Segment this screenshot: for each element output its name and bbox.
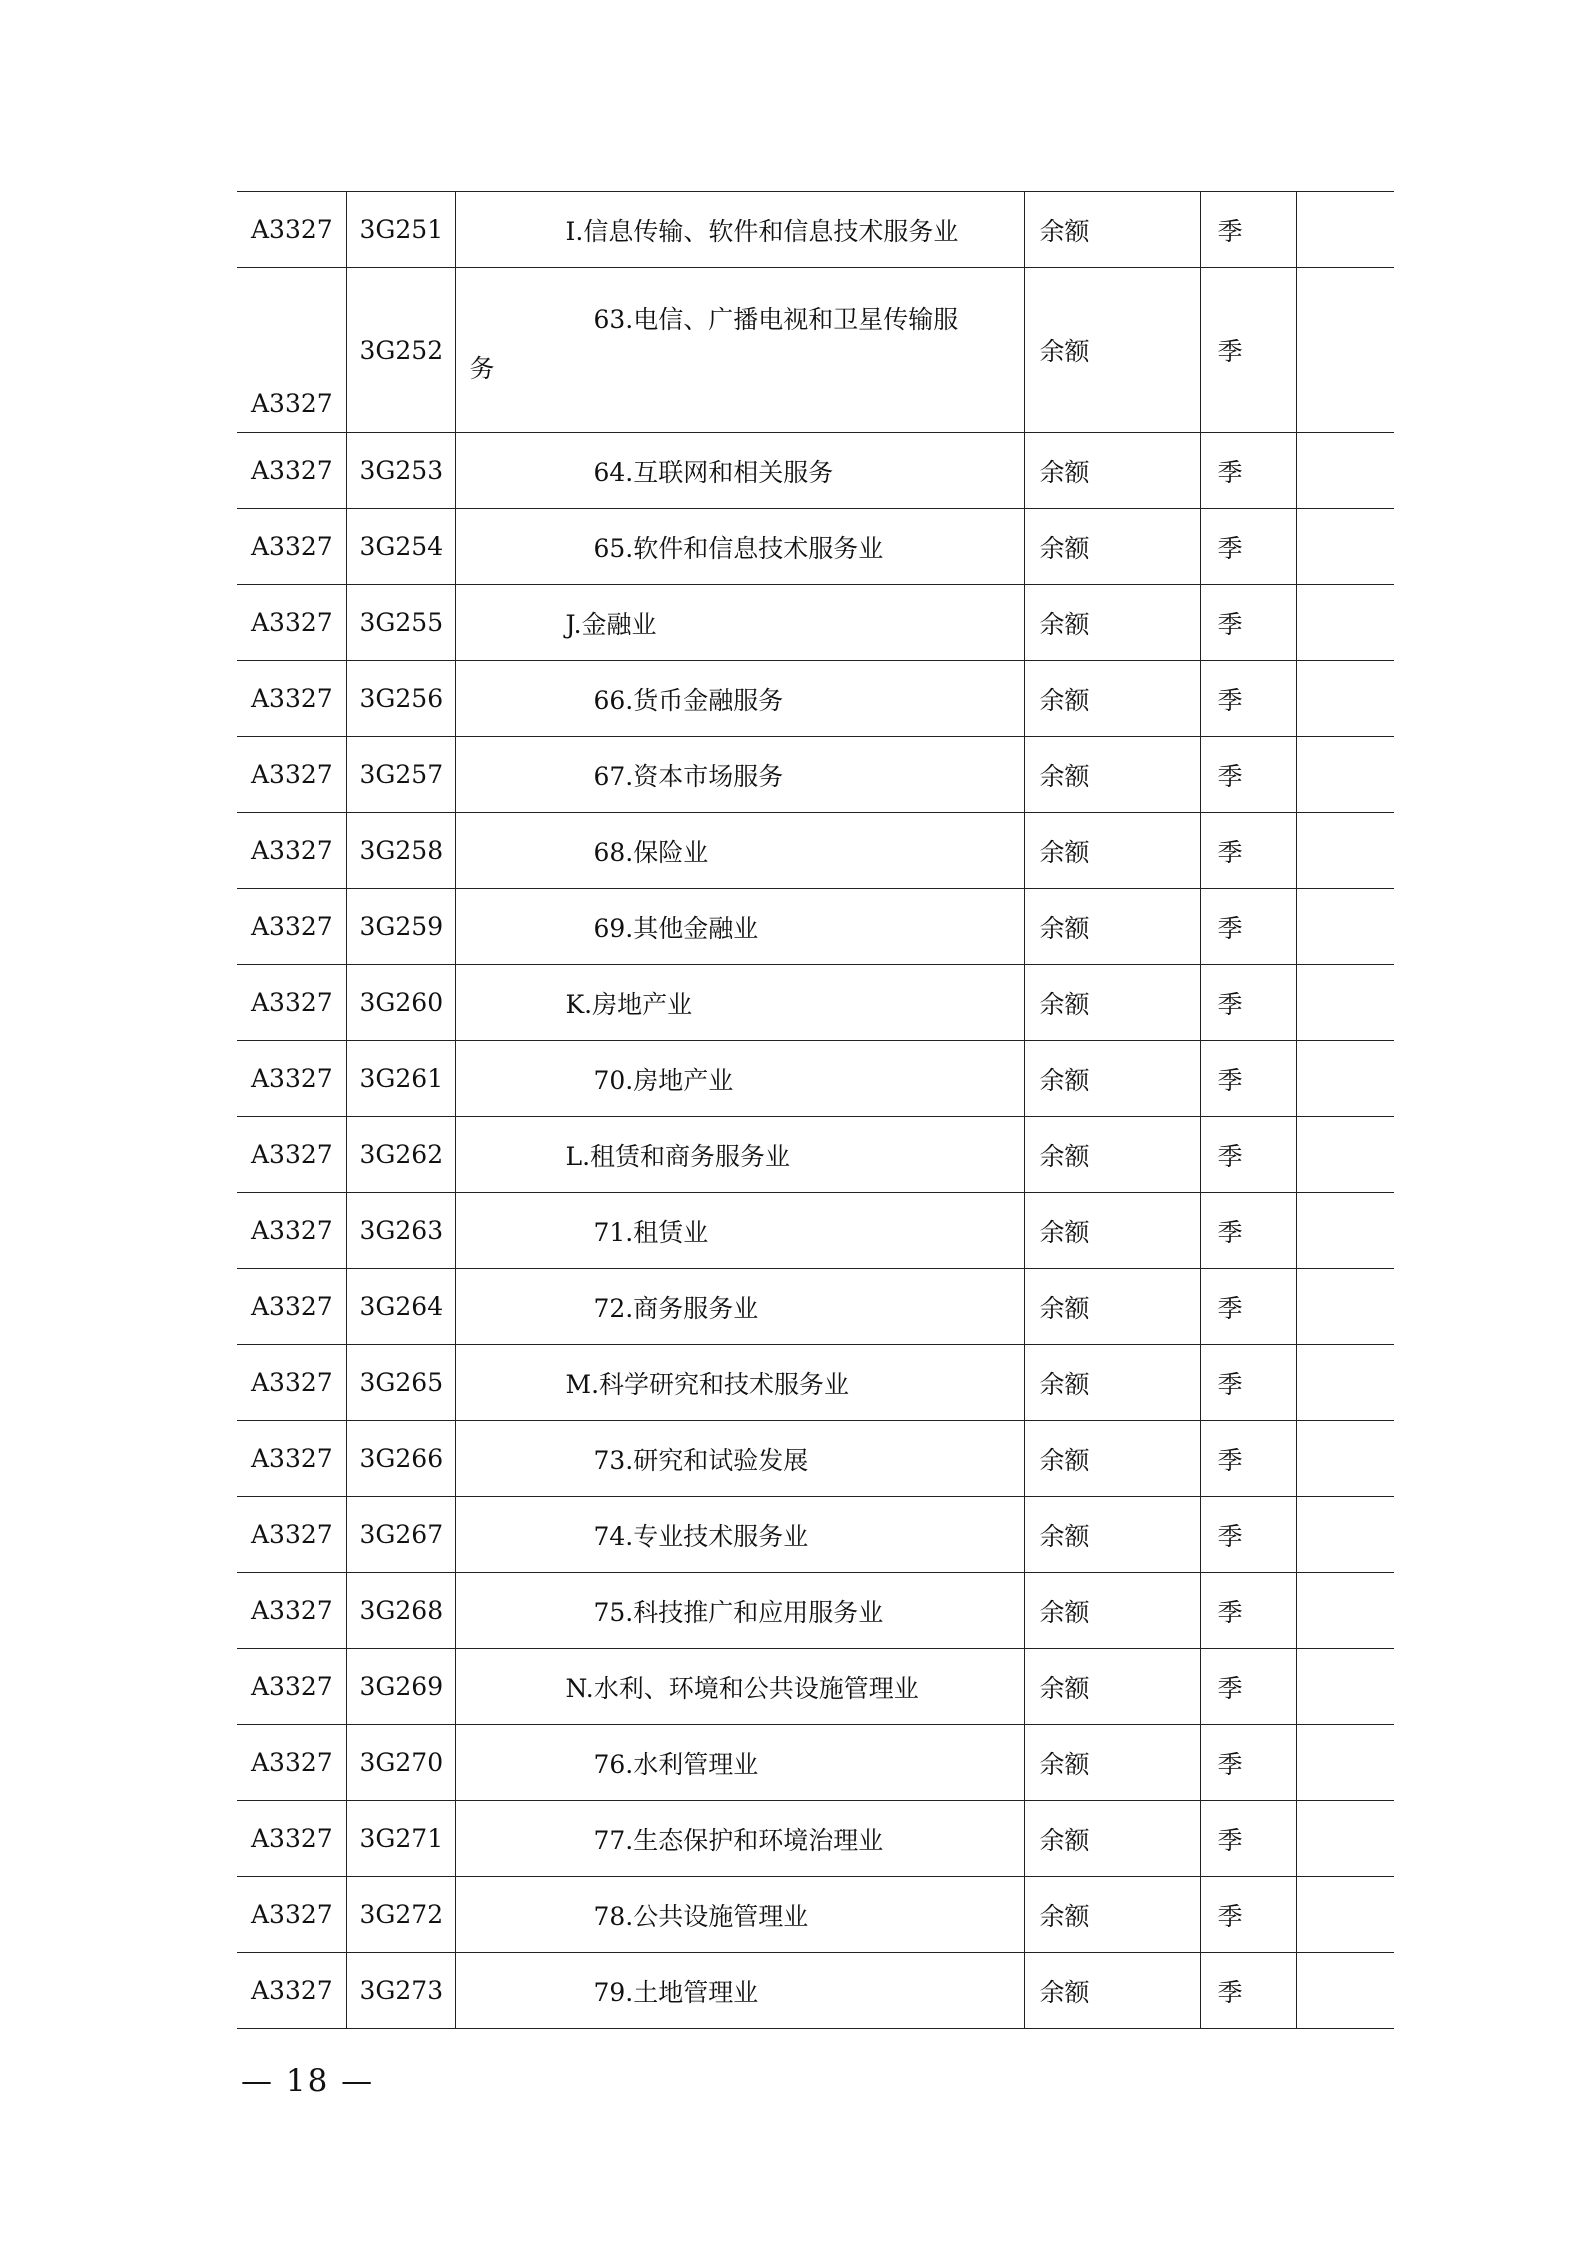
cell-data-type: 余额 — [1024, 1649, 1200, 1725]
cell-code: A3327 — [237, 1421, 346, 1497]
indicator-name-line-1: 63.电信、广播电视和卫星传输服 — [593, 305, 959, 334]
cell-indicator-code: 3G252 — [346, 268, 455, 433]
cell-code: A3327 — [237, 1345, 346, 1421]
cell-code: A3327 — [237, 1801, 346, 1877]
cell-frequency: 季 — [1200, 585, 1296, 661]
cell-indicator-name: 71.租赁业 — [455, 1193, 1024, 1269]
cell-indicator-code: 3G261 — [346, 1041, 455, 1117]
cell-empty — [1296, 965, 1394, 1041]
cell-indicator-name: M.科学研究和技术服务业 — [455, 1345, 1024, 1421]
cell-data-type: 余额 — [1024, 1877, 1200, 1953]
cell-code: A3327 — [237, 889, 346, 965]
cell-data-type: 余额 — [1024, 1269, 1200, 1345]
cell-indicator-code: 3G269 — [346, 1649, 455, 1725]
cell-frequency: 季 — [1200, 1345, 1296, 1421]
cell-empty — [1296, 585, 1394, 661]
cell-empty — [1296, 1497, 1394, 1573]
cell-data-type: 余额 — [1024, 1193, 1200, 1269]
cell-data-type: 余额 — [1024, 889, 1200, 965]
cell-frequency: 季 — [1200, 1801, 1296, 1877]
cell-indicator-name: 77.生态保护和环境治理业 — [455, 1801, 1024, 1877]
table-row — [237, 585, 1394, 661]
cell-indicator-name: L.租赁和商务服务业 — [455, 1117, 1024, 1193]
table-row — [237, 1421, 1394, 1497]
cell-indicator-code: 3G256 — [346, 661, 455, 737]
cell-empty — [1296, 433, 1394, 509]
cell-code: A3327 — [237, 1497, 346, 1573]
cell-frequency: 季 — [1200, 1877, 1296, 1953]
cell-data-type: 余额 — [1024, 1497, 1200, 1573]
cell-indicator-code: 3G251 — [346, 192, 455, 268]
table-row — [237, 1193, 1394, 1269]
table-row — [237, 509, 1394, 585]
cell-frequency: 季 — [1200, 1725, 1296, 1801]
cell-empty — [1296, 1877, 1394, 1953]
cell-empty — [1296, 661, 1394, 737]
cell-frequency: 季 — [1200, 1041, 1296, 1117]
cell-frequency: 季 — [1200, 1117, 1296, 1193]
cell-code: A3327 — [237, 965, 346, 1041]
cell-empty — [1296, 509, 1394, 585]
cell-data-type: 余额 — [1024, 192, 1200, 268]
cell-empty — [1296, 1269, 1394, 1345]
cell-empty — [1296, 1725, 1394, 1801]
cell-code: A3327 — [237, 661, 346, 737]
cell-indicator-code: 3G255 — [346, 585, 455, 661]
cell-data-type: 余额 — [1024, 268, 1200, 433]
cell-empty — [1296, 192, 1394, 268]
cell-frequency: 季 — [1200, 889, 1296, 965]
indicator-name-line-2: 务 — [469, 354, 495, 383]
cell-indicator-code: 3G262 — [346, 1117, 455, 1193]
cell-indicator-name: N.水利、环境和公共设施管理业 — [455, 1649, 1024, 1725]
cell-data-type: 余额 — [1024, 1801, 1200, 1877]
cell-indicator-code: 3G268 — [346, 1573, 455, 1649]
cell-empty — [1296, 1117, 1394, 1193]
cell-code: A3327 — [237, 585, 346, 661]
indicator-table — [237, 191, 1394, 2029]
cell-code: A3327 — [237, 1041, 346, 1117]
cell-data-type: 余额 — [1024, 433, 1200, 509]
cell-empty — [1296, 1953, 1394, 2029]
cell-indicator-name: 74.专业技术服务业 — [455, 1497, 1024, 1573]
cell-code: A3327 — [237, 1953, 346, 2029]
cell-code: A3327 — [237, 268, 346, 433]
table-row — [237, 889, 1394, 965]
table-row — [237, 268, 1394, 433]
cell-empty — [1296, 1801, 1394, 1877]
cell-indicator-code: 3G257 — [346, 737, 455, 813]
table-row — [237, 1497, 1394, 1573]
cell-indicator-code: 3G259 — [346, 889, 455, 965]
cell-data-type: 余额 — [1024, 1573, 1200, 1649]
table-row — [237, 1117, 1394, 1193]
cell-frequency: 季 — [1200, 1421, 1296, 1497]
cell-empty — [1296, 1573, 1394, 1649]
cell-indicator-name: 79.土地管理业 — [455, 1953, 1024, 2029]
cell-data-type: 余额 — [1024, 585, 1200, 661]
cell-indicator-code: 3G270 — [346, 1725, 455, 1801]
cell-code: A3327 — [237, 1877, 346, 1953]
page-number: — 18 — — [241, 2063, 375, 2099]
cell-frequency: 季 — [1200, 1573, 1296, 1649]
cell-empty — [1296, 889, 1394, 965]
cell-indicator-name: 68.保险业 — [455, 813, 1024, 889]
cell-code: A3327 — [237, 1725, 346, 1801]
table-row — [237, 192, 1394, 268]
cell-empty — [1296, 268, 1394, 433]
cell-empty — [1296, 1345, 1394, 1421]
cell-frequency: 季 — [1200, 509, 1296, 585]
cell-frequency: 季 — [1200, 433, 1296, 509]
cell-code: A3327 — [237, 1117, 346, 1193]
cell-data-type: 余额 — [1024, 1041, 1200, 1117]
cell-data-type: 余额 — [1024, 737, 1200, 813]
table-row — [237, 737, 1394, 813]
cell-indicator-code: 3G273 — [346, 1953, 455, 2029]
table-row — [237, 433, 1394, 509]
cell-indicator-code: 3G253 — [346, 433, 455, 509]
cell-code: A3327 — [237, 1269, 346, 1345]
cell-indicator-name: 66.货币金融服务 — [455, 661, 1024, 737]
cell-data-type: 余额 — [1024, 813, 1200, 889]
cell-frequency: 季 — [1200, 661, 1296, 737]
cell-indicator-name: J.金融业 — [455, 585, 1024, 661]
cell-indicator-code: 3G266 — [346, 1421, 455, 1497]
cell-data-type: 余额 — [1024, 1953, 1200, 2029]
cell-indicator-code: 3G271 — [346, 1801, 455, 1877]
table-row — [237, 1345, 1394, 1421]
cell-data-type: 余额 — [1024, 965, 1200, 1041]
cell-data-type: 余额 — [1024, 661, 1200, 737]
cell-frequency: 季 — [1200, 1649, 1296, 1725]
table-row — [237, 1573, 1394, 1649]
cell-data-type: 余额 — [1024, 1345, 1200, 1421]
table-row — [237, 1649, 1394, 1725]
cell-empty — [1296, 1041, 1394, 1117]
cell-indicator-name: 75.科技推广和应用服务业 — [455, 1573, 1024, 1649]
table-row — [237, 965, 1394, 1041]
cell-empty — [1296, 813, 1394, 889]
cell-indicator-name: 76.水利管理业 — [455, 1725, 1024, 1801]
table-row — [237, 1953, 1394, 2029]
cell-indicator-code: 3G260 — [346, 965, 455, 1041]
table-row — [237, 661, 1394, 737]
cell-indicator-name: 67.资本市场服务 — [455, 737, 1024, 813]
cell-indicator-code: 3G264 — [346, 1269, 455, 1345]
cell-indicator-name: 73.研究和试验发展 — [455, 1421, 1024, 1497]
cell-empty — [1296, 737, 1394, 813]
cell-frequency: 季 — [1200, 192, 1296, 268]
cell-code: A3327 — [237, 1193, 346, 1269]
cell-code: A3327 — [237, 1573, 346, 1649]
cell-indicator-name: 78.公共设施管理业 — [455, 1877, 1024, 1953]
cell-code: A3327 — [237, 509, 346, 585]
cell-indicator-code: 3G265 — [346, 1345, 455, 1421]
cell-frequency: 季 — [1200, 737, 1296, 813]
cell-frequency: 季 — [1200, 1497, 1296, 1573]
cell-frequency: 季 — [1200, 1193, 1296, 1269]
cell-indicator-code: 3G272 — [346, 1877, 455, 1953]
table-row — [237, 813, 1394, 889]
cell-indicator-name: 70.房地产业 — [455, 1041, 1024, 1117]
cell-indicator-name — [455, 268, 1024, 433]
cell-indicator-name: 69.其他金融业 — [455, 889, 1024, 965]
cell-frequency: 季 — [1200, 1953, 1296, 2029]
cell-empty — [1296, 1421, 1394, 1497]
cell-empty — [1296, 1649, 1394, 1725]
cell-indicator-code: 3G263 — [346, 1193, 455, 1269]
table-row — [237, 1041, 1394, 1117]
cell-frequency: 季 — [1200, 1269, 1296, 1345]
cell-data-type: 余额 — [1024, 1117, 1200, 1193]
cell-data-type: 余额 — [1024, 509, 1200, 585]
cell-indicator-code: 3G254 — [346, 509, 455, 585]
cell-frequency: 季 — [1200, 268, 1296, 433]
cell-indicator-code: 3G267 — [346, 1497, 455, 1573]
cell-frequency: 季 — [1200, 813, 1296, 889]
table-row — [237, 1801, 1394, 1877]
cell-indicator-name: 72.商务服务业 — [455, 1269, 1024, 1345]
cell-code: A3327 — [237, 433, 346, 509]
table-row — [237, 1269, 1394, 1345]
cell-indicator-code: 3G258 — [346, 813, 455, 889]
cell-empty — [1296, 1193, 1394, 1269]
cell-data-type: 余额 — [1024, 1421, 1200, 1497]
table-row — [237, 1725, 1394, 1801]
cell-indicator-name: K.房地产业 — [455, 965, 1024, 1041]
cell-data-type: 余额 — [1024, 1725, 1200, 1801]
cell-indicator-name: 65.软件和信息技术服务业 — [455, 509, 1024, 585]
cell-code: A3327 — [237, 737, 346, 813]
cell-code: A3327 — [237, 192, 346, 268]
cell-indicator-name: 64.互联网和相关服务 — [455, 433, 1024, 509]
cell-indicator-name: I.信息传输、软件和信息技术服务业 — [455, 192, 1024, 268]
cell-code: A3327 — [237, 813, 346, 889]
table-row — [237, 1877, 1394, 1953]
cell-code: A3327 — [237, 1649, 346, 1725]
cell-frequency: 季 — [1200, 965, 1296, 1041]
